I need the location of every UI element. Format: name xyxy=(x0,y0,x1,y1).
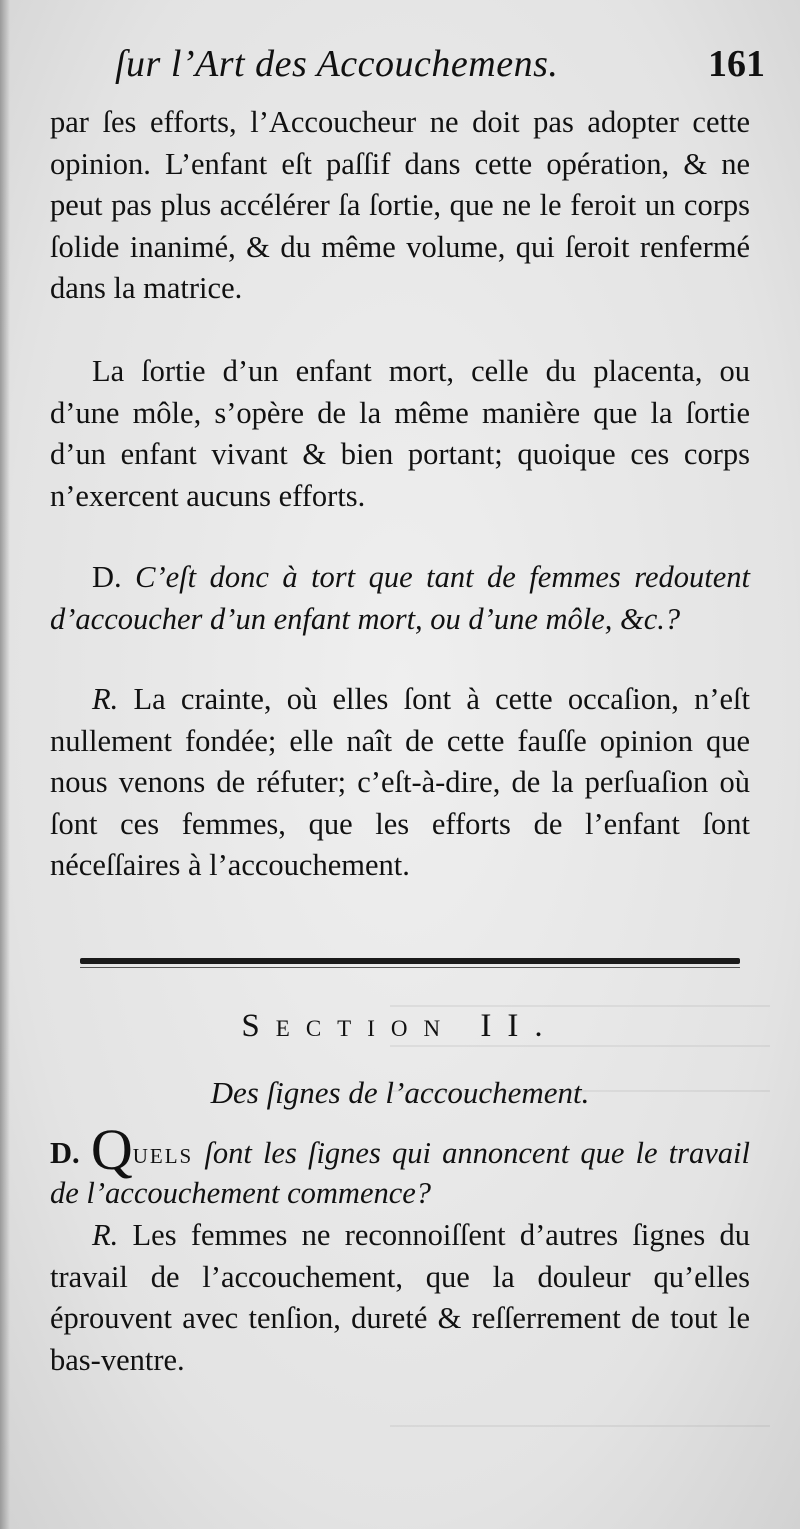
answer-label: R. xyxy=(92,1218,119,1252)
question-label: D. xyxy=(50,1136,80,1170)
section-divider-rule xyxy=(80,958,740,964)
show-through-line xyxy=(390,1005,770,1007)
paragraph-continued xyxy=(50,102,750,310)
paragraph-text: par ſes efforts, l’Accoucheur ne doit pas adopter cette opinion. L’enfant eſt paſſif dans cette opération, & ne peut pas plus accélérer ſa ſortie, que ne le feroit un corps ſolide inanimé, & du même volume, qui ſeroit renfermé dans la matrice. xyxy=(50,105,750,305)
paragraph-placenta xyxy=(50,351,750,517)
section-answer xyxy=(50,1215,750,1381)
drop-cap: Q xyxy=(90,1117,133,1182)
question-text: ſont les ſignes qui annoncent que le travail de l’accouchement commence? xyxy=(50,1136,750,1210)
question-label: D. xyxy=(92,560,122,594)
show-through-line xyxy=(390,1045,770,1047)
show-through-line xyxy=(390,1425,770,1427)
question-smallcaps: uels xyxy=(132,1136,194,1170)
answer-text: La crainte, où elles ſont à cette occaſion, n’eſt nullement fondée; elle naît de cette fauſſe opinion que nous venons de réfuter; c’eſt-à-dire, de la perſuaſion où ſont ces femmes, que les efforts de l’enfant ſont néceſſaires à l’accouchement. xyxy=(50,682,750,882)
page-edge-shadow xyxy=(0,0,10,1529)
show-through-line xyxy=(390,1090,770,1092)
section-question xyxy=(50,1117,750,1213)
question-text: C’eſt donc à tort que tant de femmes redoutent d’accoucher d’un enfant mort, ou d’une môle, &c.? xyxy=(50,560,751,636)
answer-paragraph xyxy=(50,679,750,887)
section-heading: Section II. xyxy=(241,1008,559,1044)
section-subheading: Des ſignes de l’accouchement. xyxy=(210,1075,590,1110)
running-header xyxy=(115,42,765,102)
answer-label: R. xyxy=(92,682,119,716)
page-number: 161 xyxy=(708,43,765,85)
answer-text: Les femmes ne reconnoiſſent d’autres ſignes du travail de l’accouchement, que la douleur qu’elles éprouvent avec tenſion, dureté & reſſerrement de tout le bas-ventre. xyxy=(50,1218,750,1377)
question-paragraph xyxy=(50,557,750,640)
paragraph-text: La ſortie d’un enfant mort, celle du placenta, ou d’une môle, s’opère de la même manière que la ſortie d’un enfant vivant & bien portant; quoique ces corps n’exercent aucuns efforts. xyxy=(50,354,750,513)
running-title: ſur l’Art des Accouchemens. xyxy=(115,43,559,85)
